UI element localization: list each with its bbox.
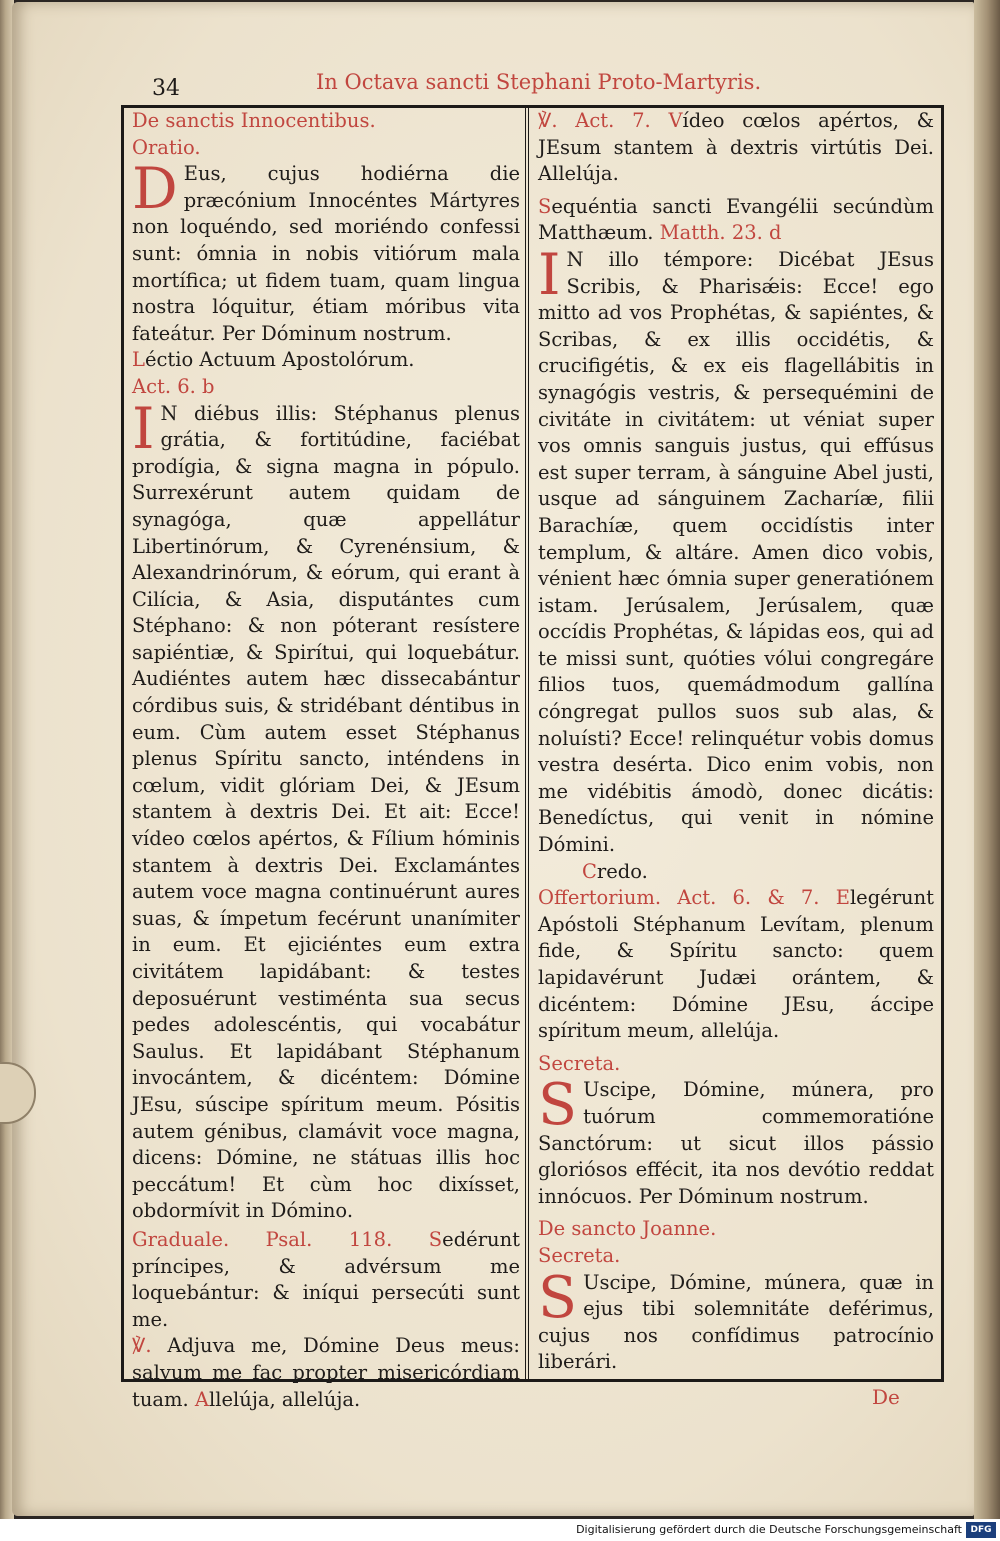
gospel-paragraph	[538, 241, 934, 859]
right-column	[538, 108, 934, 1376]
graduale-initial: S	[428, 1227, 443, 1251]
secreta2-heading: Secreta.	[538, 1243, 621, 1267]
secreta2-text: Uscipe, Dómine, múnera, quæ in ejus tibi solemnitáte deférimus, cujus nos confídimus patrocínio liberári.	[538, 1270, 934, 1374]
credo-text: redo.	[596, 859, 648, 883]
gospel-text: N illo témpore: Dicébat JEsus Scribis, & Pharisǽis: Ecce! ego mitto ad vos Prophétas, & sapiéntes, & Scribas, & ex illis occidétis, & crucifigétis, & ex eis flagellábitis in synagógis vestris, & persequémini de civitáte in civitátem: ut véniat super vos omnis sanguis justus, qui effúsus est super terram, à sánguine Abel justi, usque ad sánguinem Zacharíæ, filii Barachíæ, quem occidístis inter templum, & altáre. Amen dico vobis, vénient hæc ómnia super generatiónem istam. Jerúsalem, Jerúsalem, quæ occídis Prophétas, & lápidas eos, qui ad te missi sunt, quóties vólui congregáre filios tuos, quemádmodum gallína cóngregat pullos suos sub alas, & noluísti? Ecce! relinquétur vobis domus vestra desérta. Dico enim vobis, non me vidébitis ámodò, donec dicátis: Benedíctus, qui venit in nómine Dómini.	[538, 247, 934, 857]
credo-line	[538, 859, 934, 886]
catchword: De	[872, 1385, 900, 1409]
oratio-paragraph	[132, 156, 520, 347]
lectio-text: N diébus illis: Stéphanus plenus grátia, & fortitúdine, faciébat prodígia, & signa magna in pópulo. Surrexérunt autem quidam de synagóga, quæ appellátur Libertinórum, & Cyrenénsium, & Alexandrinórum, & eórum, qui erant à Cilícia, & Asia, disputántes cum Stéphano: & non póterant resístere sapiéntiæ, & Spirítui, qui loquebátur. Audiéntes autem hæc dissecabántur córdibus suis, & stridébant déntibus in eum. Cùm autem esset Stéphanus plenus Spíritu sancto, inténdens in cœlum, vidit glóriam Dei, & JEsum stantem à dextris Dei. Et ait: Ecce! vídeo cœlos apértos, & Fílium hóminis stantem à dextris Dei. Exclamántes autem voce magna continuérunt aures suas, & ímpetum fecérunt unanímiter in eum. Et ejiciéntes eum extra civitátem lapidábant: & testes deposuérunt vestiménta sua secus pedes adolescéntis, qui vocabátur Saulus. Et lapidábant Stéphanum invocántem, & dicéntem: Dómine JEsu, súscipe spíritum meum. Pósitis autem génibus, clamávit voce magna, dicens: Dómine, ne státuas illis hoc peccátum! Et cùm hoc dixísset, obdormívit in Dómino.	[132, 401, 520, 1223]
right-versicle-initial: V	[668, 109, 683, 132]
credo-initial: C	[582, 859, 597, 883]
section-title-joanne: De sancto Joanne.	[538, 1217, 717, 1241]
offertorium-text: legérunt Apóstoli Stéphanum Levítam, plenum fide, & Spíritu sancto: quem lapidavérunt Judæi orántem, & dicéntem: Dómine JEsu, áccipe spíritum meum, allelúja.	[538, 886, 935, 1043]
graduale-paragraph	[132, 1227, 520, 1333]
digitization-credit: Digitalisierung gefördert durch die Deutsche Forschungsgemeinschaft	[0, 1519, 1000, 1541]
lectio-heading	[132, 347, 520, 374]
right-versicle-symbol: ℣.	[538, 109, 558, 132]
lectio-dropcap: I	[132, 395, 155, 462]
column-divider	[525, 105, 529, 1382]
versicle-paragraph	[132, 1333, 520, 1413]
alleluia-initial: A	[194, 1387, 210, 1411]
secreta2-dropcap: S	[538, 1264, 578, 1331]
book-right-edge	[974, 0, 1000, 1519]
right-versicle-paragraph	[538, 108, 934, 188]
offertorium-label: Offertorium. Act. 6. & 7.	[538, 886, 820, 910]
graduale-text: edérunt príncipes, & advérsum me loquebántur: & iníqui persecúti sunt me.	[132, 1227, 520, 1331]
section-title-innocents: De sanctis Innocentibus.	[132, 109, 376, 132]
secreta1-dropcap: S	[538, 1072, 578, 1139]
lectio-heading-text: éctio Actuum Apostolórum.	[144, 348, 415, 372]
offertorium-initial: E	[835, 886, 850, 910]
lectio-initial: L	[132, 348, 145, 372]
alleluia-text: llelúja, allelúja.	[209, 1387, 361, 1411]
oratio-heading: Oratio.	[132, 135, 201, 159]
graduale-label: Graduale. Psal. 118.	[132, 1227, 393, 1251]
sequentia-heading	[538, 194, 934, 247]
dfg-logo-icon: DFG	[966, 1522, 996, 1538]
sequentia-reference: Matth. 23. d	[659, 221, 782, 245]
gospel-dropcap: I	[538, 241, 561, 308]
secreta1-heading: Secreta.	[538, 1051, 621, 1075]
sequentia-heading-text: equéntia sancti Evangélii secúndùm Matthæum.	[538, 194, 934, 245]
right-versicle-text: ídeo cœlos apértos, & JEsum stantem à dextris virtútis Dei. Allelúja.	[538, 109, 935, 186]
left-column	[132, 108, 520, 1413]
right-versicle-ref: Act. 7.	[575, 109, 651, 132]
secreta1-text: Uscipe, Dómine, múnera, pro tuórum commemoratióne Sanctórum: ut sicut illos pássio gloriósos effécit, ita nos devótio reddat innócuos. Per Dóminum nostrum.	[538, 1078, 934, 1208]
sequentia-initial: S	[538, 194, 552, 218]
secreta2-paragraph	[538, 1264, 934, 1376]
page-number: 34	[152, 76, 180, 101]
offertorium-paragraph	[538, 885, 934, 1045]
versicle-symbol: ℣.	[132, 1334, 152, 1358]
running-title: In Octava sancti Stephani Proto-Martyris.	[316, 70, 762, 94]
lectio-reference: Act. 6. b	[132, 374, 215, 398]
lectio-paragraph	[132, 395, 520, 1225]
versicle-text: Adjuva me, Dómine Deus meus: salvum me fac propter misericórdiam tuam.	[132, 1334, 520, 1411]
oratio-text: Eus, cujus hodiérna die præcónium Innocéntes Mártyres non loquéndo, sed moriéndo confessi sunt: ómnia in nobis vitiórum mala mortífica; ut fidem tuam, quam lingua nostra lóquitur, étiam móribus vita fateátur. Per Dóminum nostrum.	[132, 162, 520, 345]
secreta1-paragraph	[538, 1072, 934, 1210]
oratio-dropcap: D	[132, 156, 178, 223]
